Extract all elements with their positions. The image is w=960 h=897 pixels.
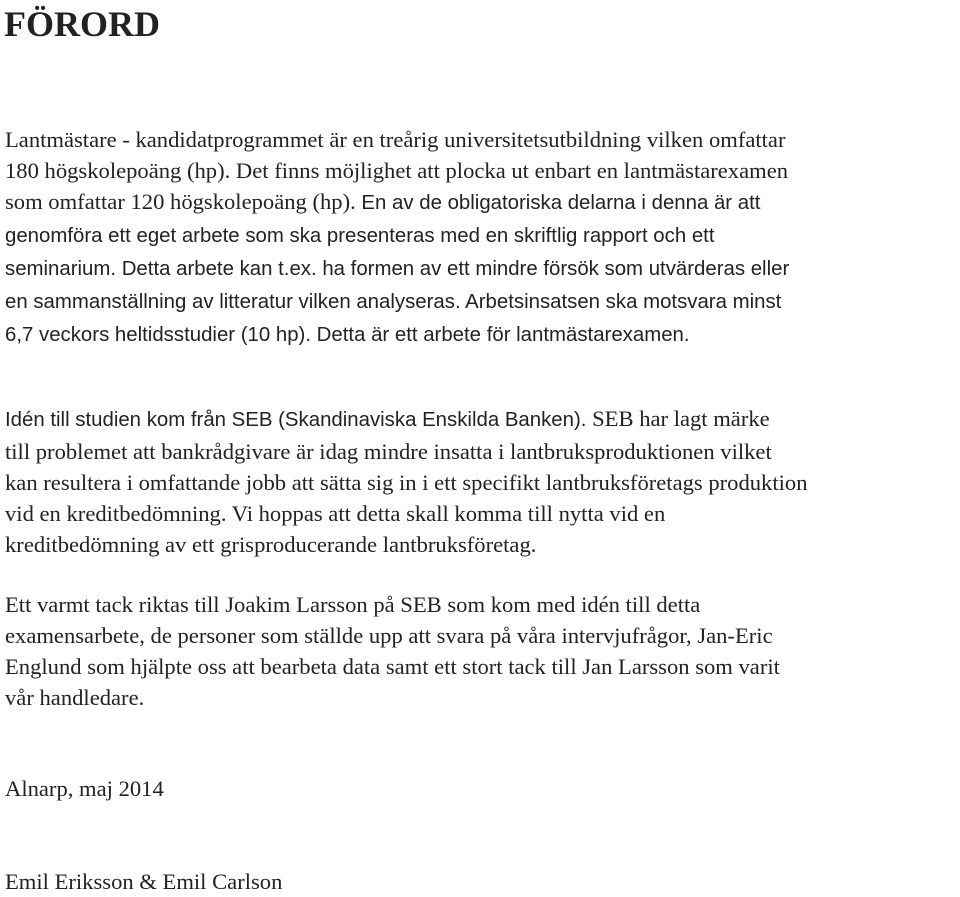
text-line bbox=[5, 589, 780, 620]
text-line bbox=[5, 498, 808, 529]
paragraph-study-idea bbox=[5, 403, 808, 560]
text-line bbox=[5, 436, 808, 467]
text-segment: till problemet att bankrådgivare är idag mindre insatta i lantbruksproduktionen vilket bbox=[5, 439, 772, 464]
text-line bbox=[5, 620, 780, 651]
text-line bbox=[5, 124, 789, 155]
text-segment: kreditbedömning av ett grisproducerande lantbruksföretag. bbox=[5, 532, 537, 557]
page-heading: FÖRORD bbox=[4, 4, 160, 44]
paragraph-acknowledgements bbox=[5, 589, 780, 713]
text-line bbox=[5, 186, 789, 219]
text-segment: seminarium. Detta arbete kan t.ex. ha formen av ett mindre försök som utvärderas eller bbox=[5, 258, 790, 280]
paragraph-program-description bbox=[5, 124, 789, 351]
text-line bbox=[5, 155, 789, 186]
text-segment: SEB har lagt märke bbox=[592, 406, 770, 431]
text-line bbox=[5, 285, 789, 318]
text-line bbox=[5, 651, 780, 682]
text-segment: en sammanställning av litteratur vilken analyseras. Arbetsinsatsen ska motsvara minst bbox=[5, 291, 782, 313]
text-segment: Idén till studien kom från SEB (Skandinaviska Enskilda Banken). bbox=[5, 409, 593, 431]
text-line bbox=[5, 529, 808, 560]
text-line bbox=[5, 682, 780, 713]
text-segment: 180 högskolepoäng (hp). Det finns möjlighet att plocka ut enbart en lantmästarexamen bbox=[5, 158, 789, 183]
text-segment: 6,7 veckors heltidsstudier (10 hp). Detta är ett arbete för lantmästarexamen. bbox=[5, 324, 690, 346]
text-segment: Lantmästare - kandidatprogrammet är en treårig universitetsutbildning vilken omfattar bbox=[5, 127, 786, 152]
text-line bbox=[5, 219, 789, 252]
text-segment: Englund som hjälpte oss att bearbeta data samt ett stort tack till Jan Larsson som varit bbox=[5, 654, 780, 679]
text-line bbox=[5, 403, 808, 436]
text-segment: Ett varmt tack riktas till Joakim Larsson på SEB som kom med idén till detta bbox=[5, 592, 701, 617]
text-line bbox=[5, 252, 789, 285]
text-line bbox=[5, 318, 789, 351]
text-segment: vid en kreditbedömning. Vi hoppas att detta skall komma till nytta vid en bbox=[5, 501, 666, 526]
text-segment: som omfattar 120 högskolepoäng (hp). bbox=[5, 189, 362, 214]
place-and-date: Alnarp, maj 2014 bbox=[5, 776, 164, 801]
author-names: Emil Eriksson & Emil Carlson bbox=[5, 869, 283, 894]
text-line bbox=[5, 467, 808, 498]
text-segment: kan resultera i omfattande jobb att sätta sig in i ett specifikt lantbruksföretags produktion bbox=[5, 470, 808, 495]
text-segment: vår handledare. bbox=[5, 685, 145, 710]
text-segment: genomföra ett eget arbete som ska presenteras med en skriftlig rapport och ett bbox=[5, 225, 715, 247]
text-segment: examensarbete, de personer som ställde upp att svara på våra intervjufrågor, Jan-Eric bbox=[5, 623, 773, 648]
text-segment: En av de obligatoriska delarna i denna är att bbox=[361, 192, 761, 214]
